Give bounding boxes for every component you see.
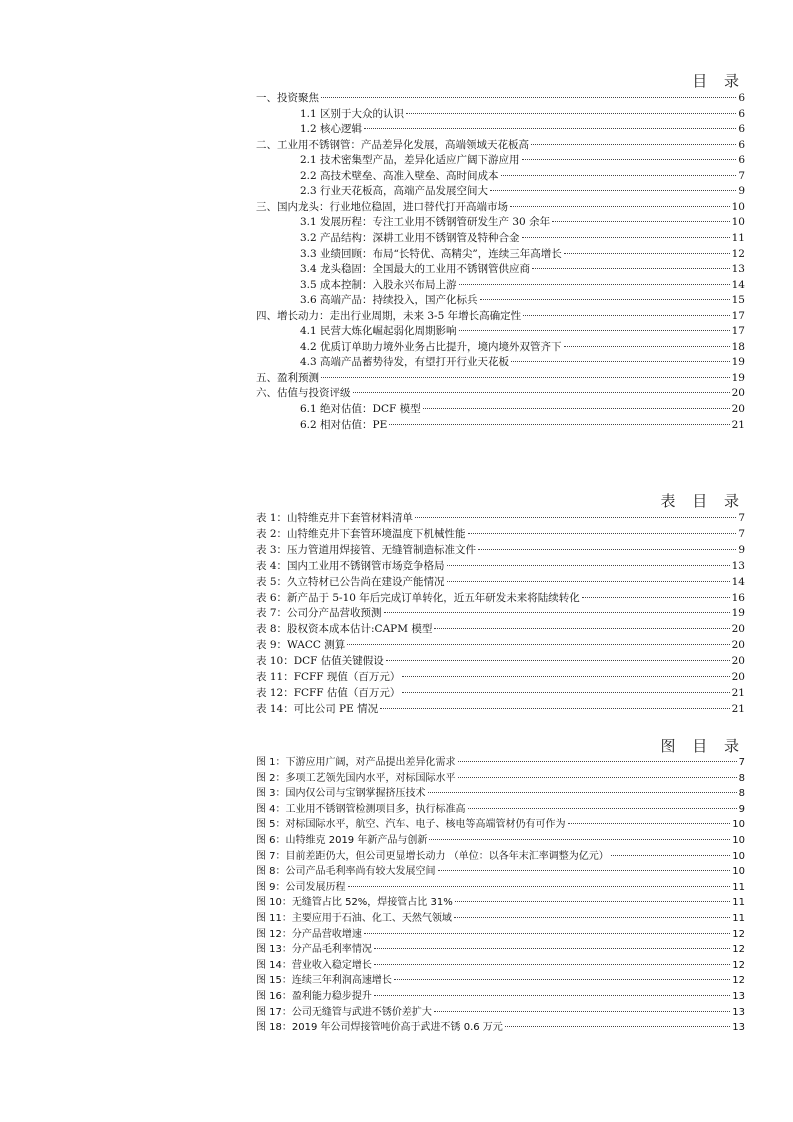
table-entry-page: 20	[731, 639, 745, 652]
dot-leader	[406, 113, 736, 114]
figure-entry-label: 图 13：分产品毛利率情况	[256, 944, 372, 956]
dot-leader	[532, 268, 730, 269]
dot-leader	[374, 964, 730, 965]
table-entry-label: 表 10：DCF 估值关键假设	[256, 655, 384, 668]
toc-entry[interactable]	[300, 354, 745, 370]
toc-entry-label: 6.1 绝对估值：DCF 模型	[300, 403, 421, 415]
table-entry-page: 20	[731, 623, 745, 636]
table-entry[interactable]	[256, 510, 745, 526]
table-entry[interactable]	[256, 685, 745, 701]
dot-leader	[394, 979, 730, 980]
dot-leader	[423, 408, 730, 409]
dot-leader	[429, 839, 730, 840]
toc-entry[interactable]	[300, 121, 745, 137]
figure-entry[interactable]	[256, 755, 745, 771]
table-entry[interactable]	[256, 653, 745, 669]
toc-entry-label: 2.1 技术密集型产品，差异化适应广阔下游应用	[300, 154, 520, 167]
figure-entry[interactable]	[256, 802, 745, 818]
dot-leader	[468, 533, 737, 534]
figure-entry-label: 图 3：国内仅公司与宝钢掌握挤压技术	[256, 788, 426, 800]
toc-entry-page: 11	[731, 231, 745, 244]
dot-leader	[434, 628, 729, 629]
figure-entry-page: 10	[732, 850, 745, 862]
table-entry-label: 表 7：公司分产品营收预测	[256, 607, 382, 620]
toc-entry-label: 4.3 高端产品蓄势待发，有望打开行业天花板	[300, 356, 510, 369]
table-entry-label: 表 11：FCFF 现值（百万元）	[256, 671, 401, 683]
toc-entry-label: 1.1 区别于大众的认识	[300, 107, 405, 120]
table-entry[interactable]	[256, 605, 745, 621]
toc-entry-label: 6.2 相对估值：PE	[300, 418, 388, 431]
toc-entry-page: 18	[731, 340, 745, 353]
table-entry-label: 表 9：WACC 测算	[256, 639, 346, 652]
table-entry-label: 表 12：FCFF 估值（百万元）	[256, 686, 401, 699]
toc-entry-label: 1.2 核心逻辑	[300, 123, 363, 136]
figure-entry-label: 图 9：公司发展历程	[256, 881, 346, 893]
toc-entry[interactable]	[300, 230, 745, 246]
figure-entry[interactable]	[256, 895, 745, 911]
toc-entry-label: 六、估值与投资评级	[256, 387, 351, 400]
dot-leader	[522, 237, 730, 238]
dot-leader	[402, 692, 729, 693]
toc-entry-label: 五、盈利预测	[256, 371, 319, 384]
table-entry[interactable]	[256, 526, 745, 542]
figure-entry-label: 图 18：2019 年公司焊接管吨价高于武进不锈 0.6 万元	[256, 1022, 503, 1034]
dot-leader	[380, 708, 730, 709]
dot-leader	[582, 597, 730, 598]
toc-entry-page: 14	[731, 278, 745, 291]
figure-entry-page: 13	[732, 991, 745, 1002]
figure-entry[interactable]	[256, 817, 745, 833]
figure-entry-label: 图 1：下游应用广阔，对产品提出差异化需求	[256, 757, 456, 768]
toc-entry-page: 17	[731, 325, 745, 338]
figure-entry-label: 图 2：多项工艺领先国内水平，对标国际水平	[256, 772, 456, 784]
table-entry-page: 9	[738, 543, 745, 556]
figure-entry[interactable]	[256, 942, 745, 958]
table-entry-page: 21	[731, 702, 745, 715]
table-entry-page: 13	[731, 559, 745, 572]
toc-entry-label: 三、国内龙头：行业地位稳固，进口替代打开高端市场	[256, 200, 508, 213]
dot-leader	[523, 315, 730, 316]
table-entry[interactable]	[256, 637, 745, 653]
figure-entry-page: 12	[732, 928, 745, 940]
dot-leader	[364, 933, 730, 934]
toc-entry[interactable]	[300, 261, 745, 277]
toc-entry[interactable]	[300, 152, 745, 168]
toc-entry[interactable]	[256, 199, 745, 215]
toc-entry-label: 3.1 发展历程：专注工业用不锈钢管研发生产 30 余年	[300, 216, 551, 229]
table-entry-page: 19	[731, 607, 745, 620]
toc-entry-page: 20	[731, 387, 745, 400]
dot-leader	[386, 660, 730, 661]
toc-entry[interactable]	[256, 137, 745, 153]
table-entry-page: 21	[731, 686, 745, 699]
toc-entry-page: 20	[731, 403, 745, 415]
dot-leader	[480, 299, 730, 300]
dot-leader	[347, 644, 729, 645]
figure-entry[interactable]	[256, 989, 745, 1005]
figure-entry[interactable]	[256, 786, 745, 802]
dot-leader	[374, 948, 730, 949]
dot-leader	[438, 870, 731, 871]
toc-entry[interactable]	[300, 183, 745, 199]
toc-entry-label: 二、工业用不锈钢管：产品差异化发展，高端领域天花板高	[256, 138, 529, 151]
table-entry-page: 20	[731, 655, 745, 668]
dot-leader	[490, 190, 736, 191]
table-entry[interactable]	[256, 621, 745, 637]
toc-entry-page: 6	[738, 107, 745, 120]
dot-leader	[458, 777, 737, 778]
dot-leader	[459, 330, 730, 331]
toc-entry[interactable]	[300, 401, 745, 417]
figure-entry[interactable]	[256, 1020, 745, 1036]
dot-leader	[478, 549, 736, 550]
figure-entry-label: 图 6：山特维克 2019 年新产品与创新	[256, 835, 428, 846]
table-entry-page: 14	[731, 575, 745, 588]
table-entry[interactable]	[256, 574, 745, 590]
toc-entry[interactable]	[300, 323, 745, 339]
figure-entry-label: 图 4：工业用不锈钢管检测项目多，执行标准高	[256, 803, 466, 815]
dot-leader	[447, 565, 730, 566]
dot-leader	[468, 808, 737, 809]
figure-entry-label: 图 7：目前差距仍大，但公司更显增长动力 （单位：以各年末汇率调整为亿元）	[256, 850, 609, 862]
dot-leader	[522, 159, 737, 160]
dot-leader	[505, 1026, 730, 1027]
figure-entry-page: 12	[732, 944, 745, 956]
toc-entry-page: 7	[738, 169, 745, 182]
dot-leader	[510, 206, 730, 207]
toc-entry-label: 一、投资聚焦	[256, 92, 319, 104]
figure-entry-label: 图 17：公司无缝管与武进不锈价差扩大	[256, 1006, 432, 1018]
toc-title: 目 录	[692, 72, 745, 90]
table-entry-page: 7	[738, 512, 745, 524]
figure-entry[interactable]	[256, 880, 745, 896]
dot-leader	[511, 361, 730, 362]
toc-entry-label: 4.1 民营大炼化崛起弱化周期影响	[300, 325, 457, 338]
dot-leader	[454, 917, 730, 918]
dot-leader	[501, 175, 737, 176]
toc-entry-page: 15	[731, 294, 745, 307]
figure-entry-page: 11	[732, 881, 745, 893]
toc-entry-page: 10	[731, 200, 745, 213]
dot-leader	[389, 424, 729, 425]
figure-entry-label: 图 5：对标国际水平，航空、汽车、电子、核电等高端管材仍有可作为	[256, 819, 566, 831]
toc-entry-page: 19	[731, 356, 745, 369]
toc-entry-label: 3.6 高端产品：持续投入，国产化标兵	[300, 294, 478, 307]
toc-entry-page: 17	[731, 309, 745, 322]
dot-leader	[348, 886, 731, 887]
toc-entry-label: 3.4 龙头稳固：全国最大的工业用不锈钢管供应商	[300, 263, 531, 276]
table-entry[interactable]	[256, 669, 745, 685]
figure-entry-page: 11	[732, 897, 745, 909]
dot-leader	[428, 792, 737, 793]
table-entry-label: 表 6：新产品于 5-10 年后完成订单转化，近五年研发未来将陆续转化	[256, 591, 580, 604]
table-entry-label: 表 3：压力管道用焊接管、无缝管制造标准文件	[256, 543, 477, 556]
table-entry-page: 20	[731, 671, 745, 683]
figure-entry-label: 图 16：盈利能力稳步提升	[256, 991, 372, 1002]
table-entry-label: 表 5：久立特材已公告尚在建设产能情况	[256, 575, 445, 588]
figure-entry-label: 图 14：营业收入稳定增长	[256, 959, 372, 971]
toc-entry[interactable]	[300, 106, 745, 122]
table-entry-page: 16	[731, 591, 745, 604]
dot-leader	[458, 761, 737, 762]
dot-leader	[434, 1011, 730, 1012]
toc-entry-label: 3.5 成本控制：入股永兴布局上游	[300, 278, 457, 291]
toc-entry-page: 9	[738, 185, 745, 198]
toc-entry-label: 四、增长动力：走出行业周期，未来 3-5 年增长高确定性	[256, 309, 522, 322]
dot-leader	[374, 995, 730, 996]
toc-entry[interactable]	[256, 90, 745, 106]
toc-entry-page: 6	[738, 92, 745, 104]
figure-entry-page: 10	[732, 819, 745, 831]
figure-entry-label: 图 11：主要应用于石油、化工、天然气领域	[256, 913, 452, 924]
figure-entry-page: 9	[738, 803, 745, 815]
dot-leader	[321, 377, 730, 378]
table-entry[interactable]	[256, 558, 745, 574]
toc-entry[interactable]	[300, 339, 745, 355]
figure-entry-page: 8	[738, 772, 745, 784]
figure-entry-page: 10	[732, 835, 745, 846]
toc-entry-page: 21	[731, 418, 745, 431]
dot-leader	[552, 221, 730, 222]
toc-entry-label: 3.3 业绩回顾：布局“长特优、高精尖”，连续三年高增长	[300, 247, 562, 260]
figure-entry[interactable]	[256, 973, 745, 989]
dot-leader	[415, 517, 736, 518]
table-entry[interactable]	[256, 590, 745, 606]
figure-entry-page: 11	[732, 913, 745, 924]
figure-entry-label: 图 8：公司产品毛利率尚有较大发展空间	[256, 866, 436, 878]
figure-entry-page: 10	[732, 866, 745, 878]
dot-leader	[611, 855, 731, 856]
table-entry-label: 表 4：国内工业用不锈钢管市场竞争格局	[256, 559, 445, 572]
toc-entry-label: 2.2 高技术壁垒、高准入壁垒、高时间成本	[300, 169, 499, 182]
figure-entry-label: 图 15：连续三年利润高速增长	[256, 975, 392, 987]
dot-leader	[531, 144, 736, 145]
toc-entry-label: 3.2 产品结构：深耕工业用不锈钢管及特种合金	[300, 231, 520, 244]
dot-leader	[568, 823, 731, 824]
table-entry-label: 表 1：山特维克井下套管材料清单	[256, 512, 414, 524]
table-entry[interactable]	[256, 701, 745, 717]
dot-leader	[384, 612, 730, 613]
figure-entry[interactable]	[256, 1005, 745, 1021]
toc-entry-page: 6	[738, 138, 745, 151]
figures-title: 图 目 录	[660, 737, 745, 755]
figure-entry[interactable]	[256, 771, 745, 787]
dot-leader	[402, 676, 729, 677]
toc-entry[interactable]	[256, 385, 745, 401]
toc-entry-label: 2.3 行业天花板高，高端产品发展空间大	[300, 185, 489, 198]
figure-entry[interactable]	[256, 864, 745, 880]
toc-entry[interactable]	[300, 417, 745, 433]
figure-entry[interactable]	[256, 927, 745, 943]
figure-entry[interactable]	[256, 958, 745, 974]
figure-entry-label: 图 10：无缝管占比 52%，焊接管占比 31%	[256, 897, 453, 909]
toc-entry[interactable]	[256, 370, 745, 386]
toc-entry-page: 19	[731, 371, 745, 384]
tables-title: 表 目 录	[660, 492, 745, 510]
table-entry-page: 7	[738, 527, 745, 540]
toc-entry[interactable]	[300, 277, 745, 293]
table-entry[interactable]	[256, 542, 745, 558]
dot-leader	[455, 901, 731, 902]
dot-leader	[321, 97, 736, 98]
figure-entry-page: 8	[738, 788, 745, 800]
dot-leader	[447, 581, 730, 582]
toc-entry[interactable]	[300, 168, 745, 184]
toc-entry-page: 6	[738, 154, 745, 167]
dot-leader	[364, 128, 736, 129]
toc-entry-page: 6	[738, 123, 745, 136]
table-entry-label: 表 14：可比公司 PE 情况	[256, 702, 379, 715]
table-entry-label: 表 2：山特维克井下套管环境温度下机械性能	[256, 527, 466, 540]
dot-leader	[564, 346, 730, 347]
toc-entry-label: 4.2 优质订单助力境外业务占比提升，境内境外双管齐下	[300, 340, 562, 353]
toc-entry-page: 13	[731, 263, 745, 276]
figure-entry-page: 13	[732, 1022, 745, 1034]
toc-entry[interactable]	[256, 308, 745, 324]
toc-entry[interactable]	[300, 214, 745, 230]
table-entry-label: 表 8：股权资本成本估计:CAPM 模型	[256, 623, 433, 636]
toc-entry-page: 10	[731, 216, 745, 229]
toc-entry[interactable]	[300, 292, 745, 308]
figure-entry-page: 7	[738, 757, 745, 768]
dot-leader	[459, 284, 730, 285]
figure-entry-page: 13	[732, 1006, 745, 1018]
figure-entry[interactable]	[256, 911, 745, 927]
figure-entry-page: 12	[732, 975, 745, 987]
dot-leader	[564, 253, 730, 254]
toc-entry[interactable]	[300, 246, 745, 262]
dot-leader	[353, 392, 730, 393]
figure-entry[interactable]	[256, 849, 745, 865]
figure-entry[interactable]	[256, 833, 745, 849]
toc-entry-page: 12	[731, 247, 745, 260]
figure-entry-label: 图 12：分产品营收增速	[256, 928, 362, 940]
figure-entry-page: 12	[732, 959, 745, 971]
